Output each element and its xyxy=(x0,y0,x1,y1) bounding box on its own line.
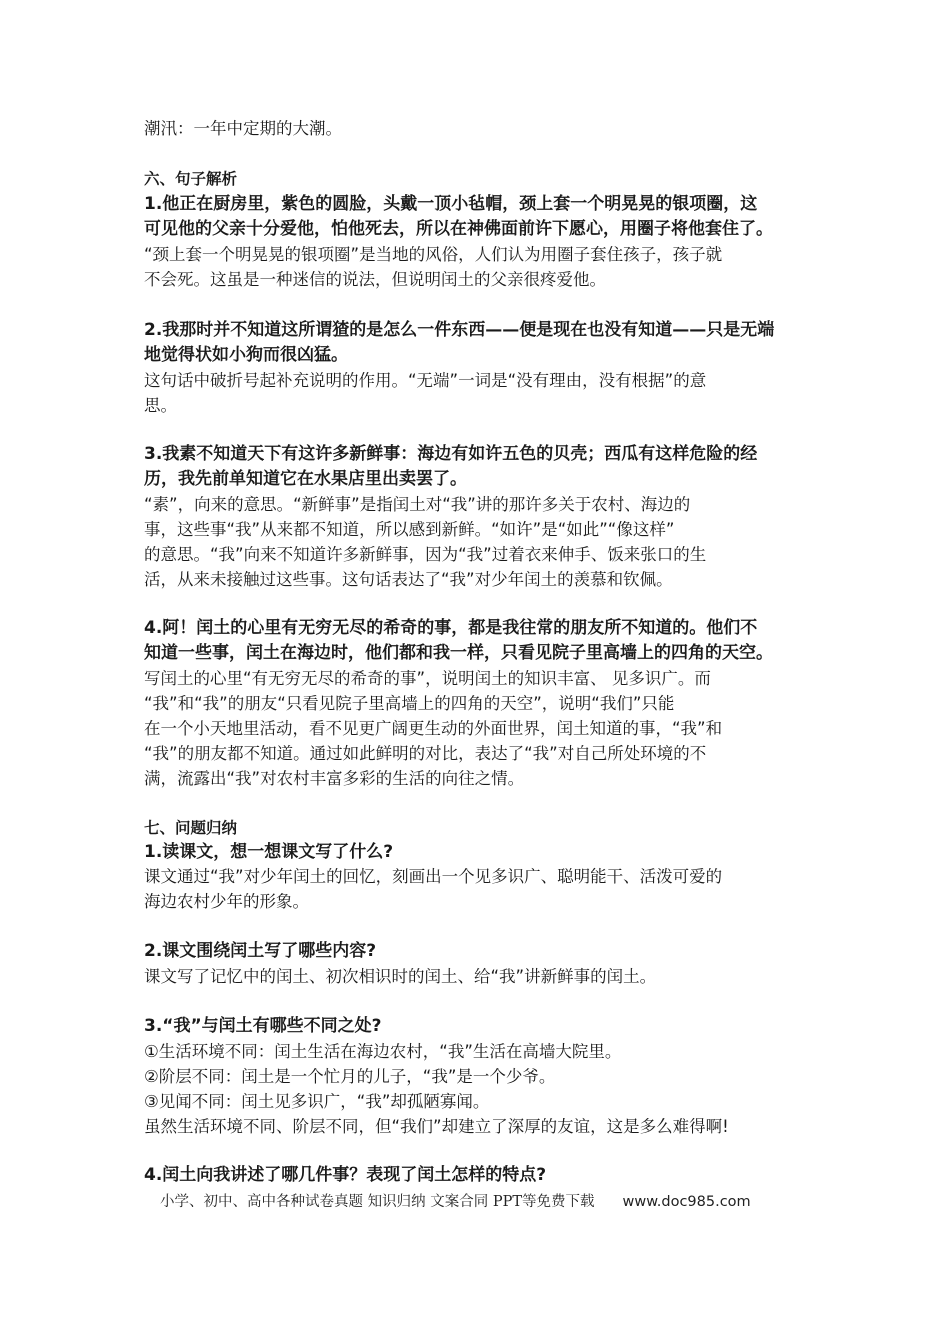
question: 4.闰土向我讲述了哪几件事？表现了闰土怎样的特点? xyxy=(144,1165,547,1185)
explanation-text: 不会死。这虽是一种迷信的说法，但说明闰土的父亲很疼爱他。 xyxy=(144,270,606,289)
answer-text: 海边农村少年的形象。 xyxy=(144,892,309,911)
question: 3.“我”与闰土有哪些不同之处? xyxy=(144,1016,382,1036)
explanation-text: “颈上套一个明晃晃的银项圈”是当地的风俗，人们认为用圈子套住孩子，孩子就 xyxy=(144,245,723,264)
quoted-sentence: 地觉得状如小狗而很凶猛。 xyxy=(144,345,348,365)
explanation-text: 事，这些事“我”从来都不知道，所以感到新鲜。“如许”是“如此”“像这样” xyxy=(144,520,675,539)
question: 1.读课文，想一想课文写了什么? xyxy=(144,842,394,862)
answer-text: ②阶层不同：闰土是一个忙月的儿子，“我”是一个少爷。 xyxy=(144,1067,556,1086)
section-heading: 七、问题归纳 xyxy=(144,819,238,837)
explanation-text: 这句话中破折号起补充说明的作用。“无端”一词是“没有理由，没有根据”的意 xyxy=(144,371,707,390)
quoted-sentence: 知道一些事，闰土在海边时，他们都和我一样，只看见院子里高墙上的四角的天空。 xyxy=(144,643,773,663)
question: 2.课文围绕闰土写了哪些内容? xyxy=(144,941,377,961)
page-footer xyxy=(160,1190,800,1211)
answer-text: ①生活环境不同：闰土生活在海边农村，“我”生活在高墙大院里。 xyxy=(144,1042,622,1061)
quoted-sentence: 可见他的父亲十分爱他，怕他死去，所以在神佛面前许下愿心，用圈子将他套住了。 xyxy=(144,219,773,239)
quoted-sentence: 4.阿！闰土的心里有无穷无尽的希奇的事，都是我往常的朋友所不知道的。他们不 xyxy=(144,618,758,638)
quoted-sentence: 3.我素不知道天下有这许多新鲜事：海边有如许五色的贝壳；西瓜有这样危险的经 xyxy=(144,444,758,464)
explanation-text: 写闰土的心里“有无穷无尽的希奇的事”，说明闰土的知识丰富、 见多识广。而 xyxy=(144,669,711,688)
explanation-text: “我”和“我”的朋友“只看见院子里高墙上的四角的天空”，说明“我们”只能 xyxy=(144,694,675,713)
quoted-sentence: 2.我那时并不知道这所谓猹的是怎么一件东西——便是现在也没有知道——只是无端 xyxy=(144,320,775,340)
explanation-text: 的意思。“我”向来不知道许多新鲜事，因为“我”过着衣来伸手、饭来张口的生 xyxy=(144,545,707,564)
answer-text: 课文通过“我”对少年闰土的回忆，刻画出一个见多识广、聪明能干、活泼可爱的 xyxy=(144,867,723,886)
footer-text: 小学、初中、高中各种试卷真题 知识归纳 文案合同 PPT等免费下载 xyxy=(160,1194,595,1210)
explanation-text: 满，流露出“我”对农村丰富多彩的生活的向往之情。 xyxy=(144,769,525,788)
explanation-text: 活，从来未接触过这些事。这句话表达了“我”对少年闰土的羡慕和钦佩。 xyxy=(144,570,673,589)
explanation-text: 在一个小天地里活动，看不见更广阔更生动的外面世界，闰土知道的事，“我”和 xyxy=(144,719,723,738)
text-line: 潮汛：一年中定期的大潮。 xyxy=(144,119,342,138)
footer-url: www.doc985.com xyxy=(622,1194,751,1210)
quoted-sentence: 1.他正在厨房里，紫色的圆脸，头戴一顶小毡帽，颈上套一个明晃晃的银项圈，这 xyxy=(144,194,758,214)
quoted-sentence: 历，我先前单知道它在水果店里出卖罢了。 xyxy=(144,469,467,489)
answer-text: 课文写了记忆中的闰土、初次相识时的闰土、给“我”讲新鲜事的闰土。 xyxy=(144,967,657,986)
answer-text: ③见闻不同：闰土见多识广，“我”却孤陋寡闻。 xyxy=(144,1092,490,1111)
section-heading: 六、句子解析 xyxy=(144,170,238,188)
explanation-text: “我”的朋友都不知道。通过如此鲜明的对比，表达了“我”对自己所处环境的不 xyxy=(144,744,707,763)
explanation-text: 思。 xyxy=(144,396,177,415)
explanation-text: “素”，向来的意思。“新鲜事”是指闰土对“我”讲的那许多关于农村、海边的 xyxy=(144,495,691,514)
answer-text: 虽然生活环境不同、阶层不同，但“我们”却建立了深厚的友谊，这是多么难得啊! xyxy=(144,1117,729,1136)
